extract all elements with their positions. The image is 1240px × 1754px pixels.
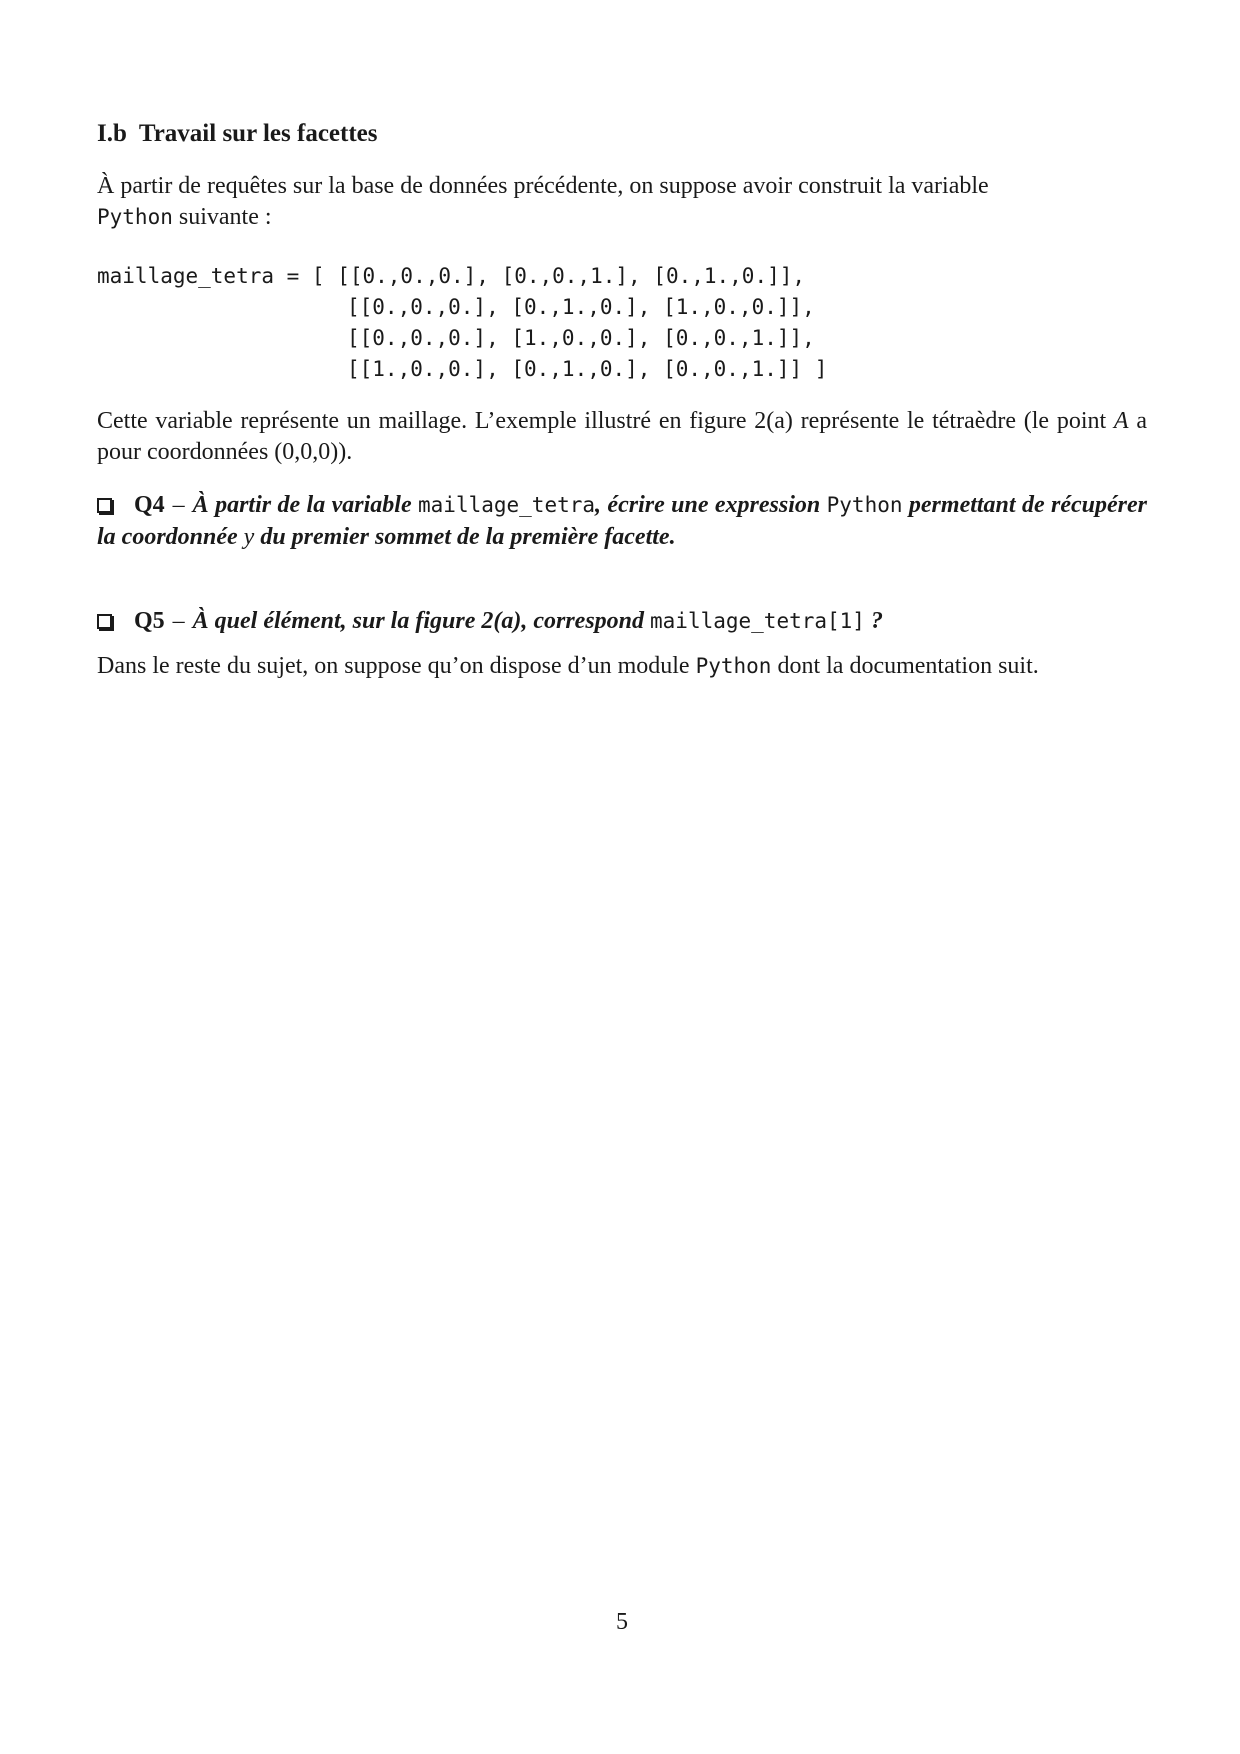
description-paragraph	[97, 406, 1147, 468]
q4-math-variable-y: y	[243, 524, 255, 550]
page-number: 5	[616, 1609, 628, 1635]
closing-text-end: dont la documentation suit.	[771, 653, 1039, 679]
q4-label: Q4	[134, 492, 165, 518]
intro-code-python: Python	[97, 205, 173, 229]
document-page	[97, 0, 1147, 1754]
q5-label: Q5	[134, 608, 165, 634]
math-variable-a: A	[1113, 408, 1129, 434]
q5-text-1: À quel élément, sur la figure 2(a), correspond	[192, 608, 651, 634]
q4-text-3: permettant de récupérer la coordonnée	[97, 492, 1147, 550]
intro-text: À partir de requêtes sur la base de données précédente, on suppose avoir construit la variable	[97, 173, 989, 199]
code-line-2: [[0.,0.,0.], [0.,1.,0.], [1.,0.,0.]],	[347, 295, 815, 319]
question-q5	[97, 605, 1147, 637]
intro-text-end: suivante :	[172, 204, 272, 230]
checkbox-square-icon	[97, 498, 112, 513]
intro-paragraph	[97, 171, 1147, 233]
closing-text: Dans le reste du sujet, on suppose qu’on dispose d’un module	[97, 653, 696, 679]
description-text: Cette variable représente un maillage. L’exemple illustré en figure 2(a) représente le tétraèdre (le point	[97, 408, 1114, 434]
section-number: I.b	[97, 120, 127, 147]
q5-text-2: ?	[864, 608, 883, 634]
q4-dash: –	[172, 492, 185, 518]
description-text-end: a pour coordonnées (0,0,0)).	[97, 408, 1147, 465]
code-line-3: [[0.,0.,0.], [1.,0.,0.], [0.,0.,1.]],	[347, 326, 815, 350]
q4-text-2: , écrire une expression	[595, 492, 827, 518]
question-q4	[97, 489, 1147, 553]
q4-code-variable: maillage_tetra	[418, 493, 596, 517]
code-line-1: maillage_tetra = [ [[0.,0.,0.], [0.,0.,1.], [0.,1.,0.]],	[97, 264, 806, 288]
q4-text-4: du premier sommet de la première facette.	[254, 524, 676, 550]
closing-code-python: Python	[695, 654, 772, 678]
code-block-maillage	[97, 261, 827, 385]
section-heading	[97, 120, 378, 148]
q4-code-python: Python	[826, 493, 903, 517]
code-line-2-wrap	[97, 292, 827, 323]
q4-text-1: À partir de la variable	[192, 492, 419, 518]
section-title: Travail sur les facettes	[138, 120, 378, 147]
code-line-4-wrap	[97, 354, 827, 385]
q5-code-expression: maillage_tetra[1]	[650, 609, 865, 633]
checkbox-square-icon	[97, 614, 112, 629]
q5-dash: –	[172, 608, 185, 634]
code-line-4: [[1.,0.,0.], [0.,1.,0.], [0.,0.,1.]] ]	[347, 357, 828, 381]
code-line-3-wrap	[97, 323, 827, 354]
closing-paragraph	[97, 651, 1147, 682]
